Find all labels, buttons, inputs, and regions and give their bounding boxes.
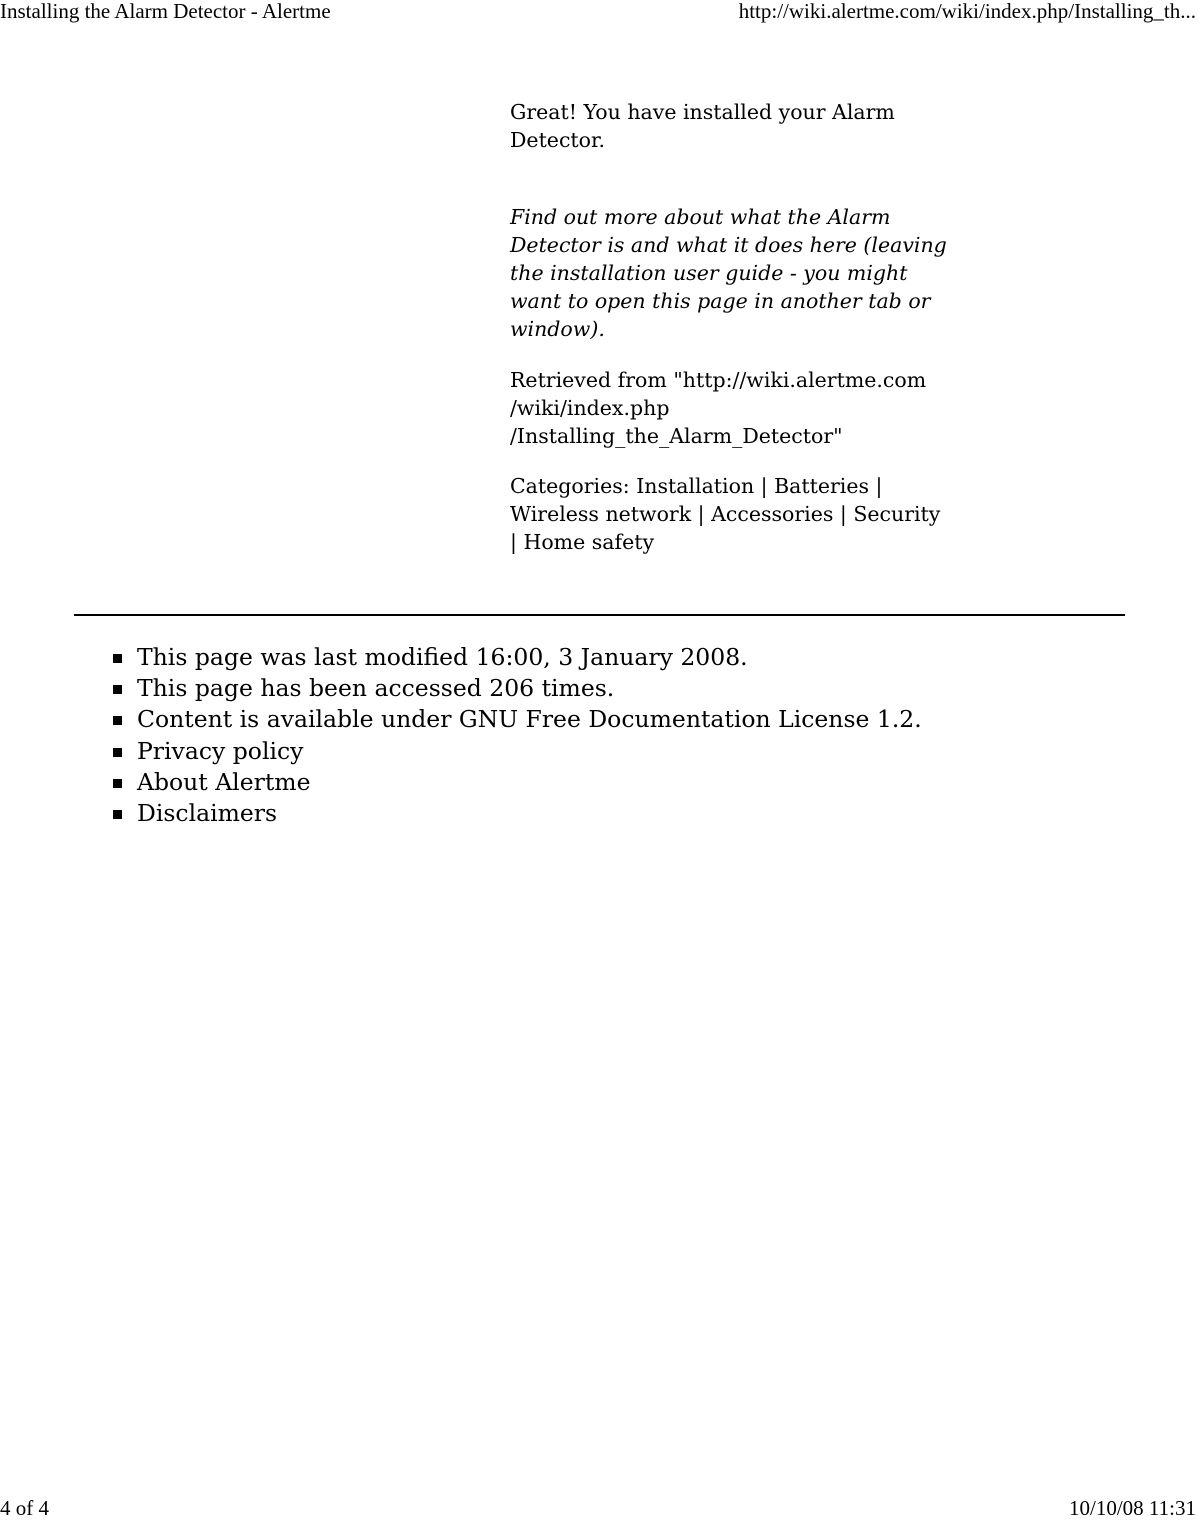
square-bullet-icon <box>113 748 122 757</box>
square-bullet-icon <box>113 779 122 788</box>
square-bullet-icon <box>113 810 122 819</box>
retrieved-url-part-1[interactable]: http://wiki.alertme.com <box>682 368 927 392</box>
print-header-title: Installing the Alarm Detector - Alertme <box>0 0 331 23</box>
category-security[interactable]: Security <box>853 502 941 526</box>
footer-item-license <box>112 704 922 735</box>
category-separator: | <box>869 474 883 498</box>
disclaimers-link[interactable]: Disclaimers <box>137 799 278 828</box>
categories <box>510 472 950 556</box>
category-wireless-network[interactable]: Wireless network <box>510 502 692 526</box>
footer-item-privacy <box>112 736 922 767</box>
footer-divider <box>74 614 1125 616</box>
square-bullet-icon <box>113 685 122 694</box>
category-separator: | <box>510 530 524 554</box>
retrieved-prefix: Retrieved from " <box>510 368 683 392</box>
success-message: Great! You have installed your Alarm Detector. <box>510 100 895 152</box>
print-datetime: 10/10/08 11:31 <box>1069 1496 1196 1520</box>
category-separator: | <box>691 502 712 526</box>
footer-item-access-count <box>112 673 922 704</box>
footer-item-text: This page has been accessed 206 times. <box>137 674 615 703</box>
category-home-safety[interactable]: Home safety <box>523 530 655 554</box>
category-batteries[interactable]: Batteries <box>774 474 870 498</box>
retrieved-url-part-3[interactable]: /Installing_the_Alarm_Detector <box>510 424 834 448</box>
categories-label-link[interactable]: Categories <box>510 474 623 498</box>
footer-item-disclaimers <box>112 798 922 829</box>
category-separator: | <box>833 502 854 526</box>
category-separator: | <box>754 474 775 498</box>
category-installation[interactable]: Installation <box>636 474 755 498</box>
square-bullet-icon <box>113 654 122 663</box>
retrieved-from <box>510 366 990 450</box>
about-alertme-link[interactable]: About Alertme <box>137 767 311 796</box>
license-link[interactable]: Content is available under GNU Free Documentation License 1.2. <box>137 705 922 734</box>
footer-list <box>112 642 922 829</box>
print-header-url: http://wiki.alertme.com/wiki/index.php/Installing_th... <box>738 0 1196 23</box>
categories-colon: : <box>622 474 637 498</box>
square-bullet-icon <box>113 716 122 725</box>
footer-item-last-modified <box>112 642 922 673</box>
privacy-policy-link[interactable]: Privacy policy <box>137 736 304 765</box>
article-content <box>510 98 1000 556</box>
footer-item-text: This page was last modified 16:00, 3 January 2008. <box>137 643 748 671</box>
category-accessories[interactable]: Accessories <box>711 502 834 526</box>
print-page-number: 4 of 4 <box>0 1496 49 1520</box>
footer-item-about <box>112 767 922 798</box>
retrieved-suffix: " <box>833 424 843 448</box>
retrieved-url-part-2[interactable]: /wiki/index.php <box>510 396 670 420</box>
more-info-text: Find out more about what the Alarm Detector is and what it does here (leaving the installation user guide - you might want to open this page in another tab or window). <box>510 205 947 341</box>
